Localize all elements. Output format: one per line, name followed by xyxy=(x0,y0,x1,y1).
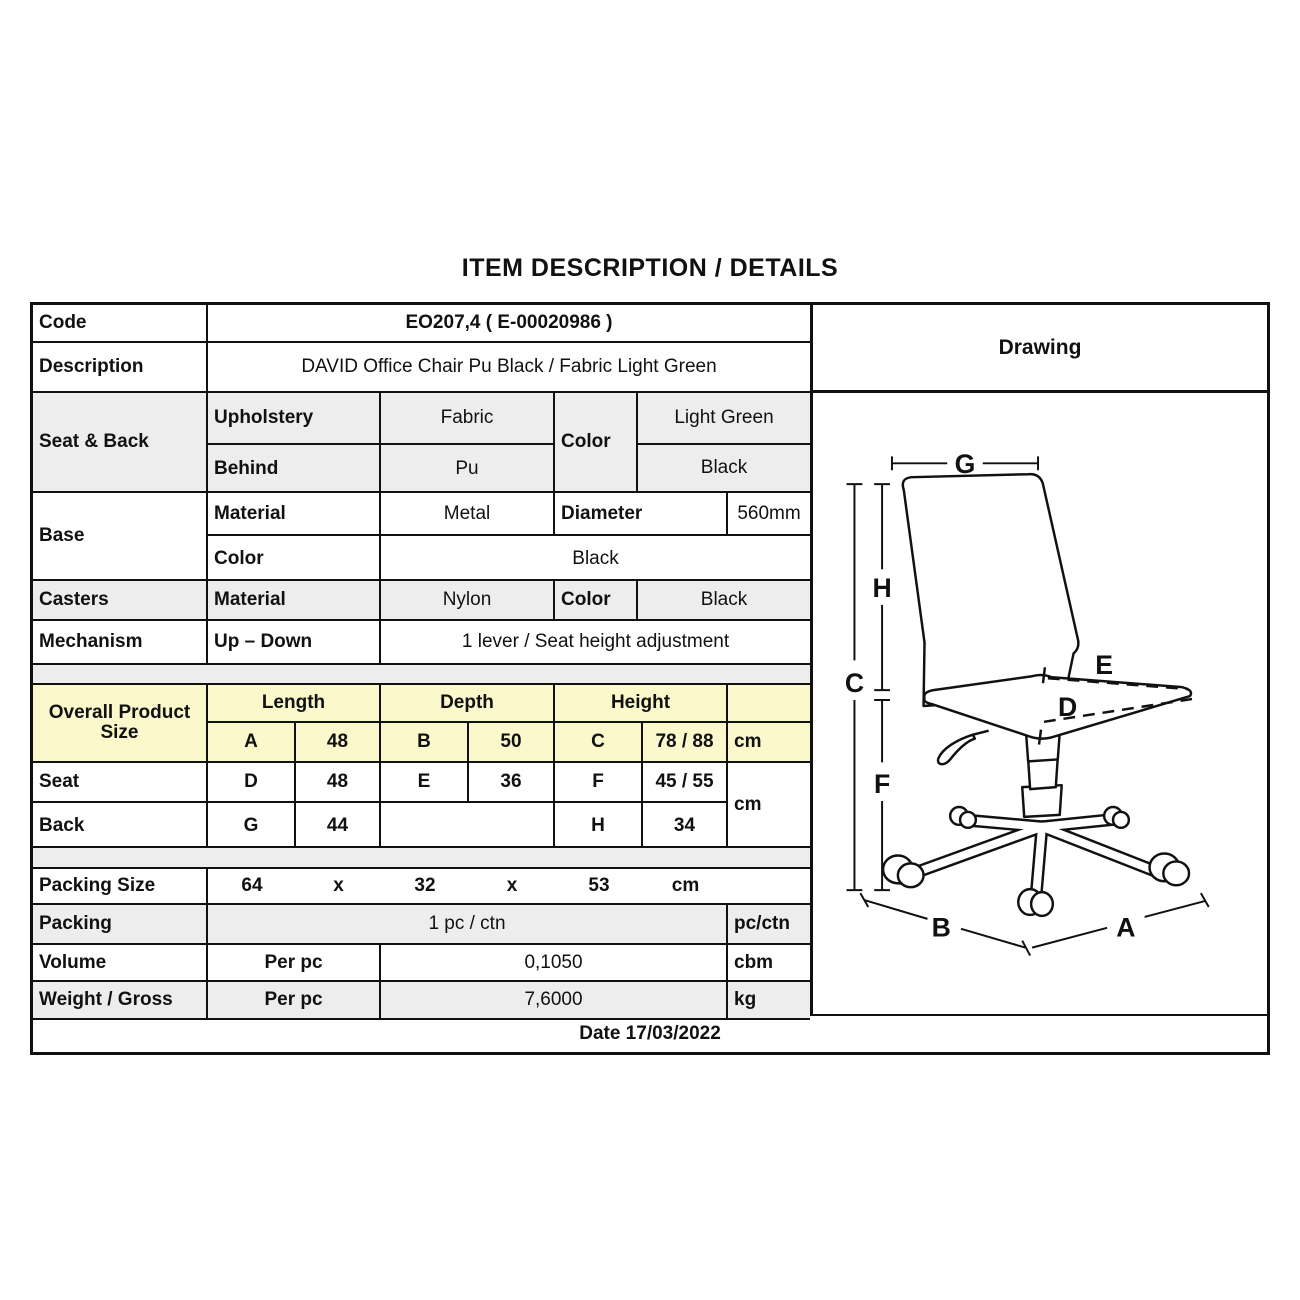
mechanism-row xyxy=(33,621,810,665)
spec-table xyxy=(30,302,1270,1055)
volume-row xyxy=(33,945,810,982)
upholstery-label: Upholstery xyxy=(208,393,381,443)
caster-left-inner xyxy=(898,863,924,887)
volume-unit: cbm xyxy=(734,951,774,973)
description-label: Description xyxy=(33,343,208,391)
packing-row xyxy=(33,905,810,945)
caster-right-inner xyxy=(1163,861,1189,885)
seat-back-color-label: Color xyxy=(555,393,638,491)
overall-unit: cm xyxy=(734,731,762,753)
volume-label: Volume xyxy=(33,945,208,980)
casters-label: Casters xyxy=(33,581,208,619)
mechanism-value: 1 lever / Seat height adjustment xyxy=(461,631,730,653)
overall-size-label xyxy=(33,685,208,761)
weight-value: 7,6000 xyxy=(381,982,728,1018)
dim-b-value: 50 xyxy=(469,723,555,761)
seat-back-section xyxy=(33,393,810,493)
packing-size-d2: 32 xyxy=(414,875,436,897)
caster-back-left-inner xyxy=(960,812,976,828)
depth-header: Depth xyxy=(381,685,555,721)
packing-size-d1: 64 xyxy=(241,875,263,897)
seat-back-color-1: Light Green xyxy=(638,393,810,445)
back-size-label: Back xyxy=(33,803,208,848)
casters-material-label: Material xyxy=(208,581,381,619)
mechanism-type: Up – Down xyxy=(208,621,381,663)
overall-size-grid xyxy=(208,685,810,761)
dim-f-value: 45 / 55 xyxy=(643,763,728,801)
dim-a-key: A xyxy=(208,723,296,761)
code-value: EO207,4 ( E-00020986 ) xyxy=(405,312,613,334)
dim-b-key: B xyxy=(381,723,469,761)
chair-shapes xyxy=(883,474,1191,916)
dim-e-value: 36 xyxy=(469,763,555,801)
base-material-value: Metal xyxy=(381,493,555,534)
casters-row xyxy=(33,581,810,621)
seat-back-size-grid xyxy=(33,763,728,846)
packing-size-x1: x xyxy=(333,875,344,897)
overall-size-section xyxy=(33,685,810,763)
base-diameter-label: Diameter xyxy=(555,493,728,534)
overall-size-label-line1: Overall Product xyxy=(48,702,191,724)
base-material-label: Material xyxy=(208,493,381,534)
chair-gas-lift xyxy=(1022,733,1061,817)
date-row xyxy=(33,1016,1267,1052)
drawing-header: Drawing xyxy=(813,305,1267,393)
height-header: Height xyxy=(555,685,728,721)
dim-label-f: F xyxy=(873,769,891,800)
seat-back-unit: cm xyxy=(734,793,762,815)
packing-size-d3: 53 xyxy=(588,875,610,897)
drawing-panel xyxy=(810,305,1267,1016)
code-row xyxy=(33,305,810,343)
upholstery-value: Fabric xyxy=(381,393,555,443)
caster-back-right-inner xyxy=(1113,812,1129,828)
dim-c-value: 78 / 88 xyxy=(643,723,728,761)
back-size-empty xyxy=(381,803,555,848)
volume-per: Per pc xyxy=(208,945,381,980)
chair-backrest xyxy=(903,474,1079,706)
weight-unit: kg xyxy=(734,989,757,1011)
packing-size-values xyxy=(208,869,810,903)
seat-size-label: Seat xyxy=(33,763,208,801)
overall-size-label-line2: Size xyxy=(100,722,139,743)
behind-label: Behind xyxy=(208,445,381,493)
section-spacer-2 xyxy=(33,848,810,869)
dim-d-key: D xyxy=(208,763,296,801)
base-diameter-value: 560mm xyxy=(737,502,801,524)
weight-per: Per pc xyxy=(208,982,381,1018)
casters-material-value: Nylon xyxy=(381,581,555,619)
casters-color-label: Color xyxy=(555,581,638,619)
dim-label-b: B xyxy=(931,912,951,943)
packing-value: 1 pc / ctn xyxy=(208,905,728,943)
dim-label-a: A xyxy=(1116,912,1136,943)
seat-back-color-2: Black xyxy=(700,457,748,479)
weight-row xyxy=(33,982,810,1020)
dim-d-value: 48 xyxy=(296,763,381,801)
length-header: Length xyxy=(208,685,381,721)
behind-value: Pu xyxy=(381,445,555,493)
seat-back-attrs xyxy=(208,393,555,491)
dim-a-value: 48 xyxy=(296,723,381,761)
dim-e-key: E xyxy=(381,763,469,801)
dim-h-key: H xyxy=(555,803,643,848)
chair-lever xyxy=(938,731,989,764)
description-value: DAVID Office Chair Pu Black / Fabric Light Green xyxy=(301,356,717,378)
packing-label: Packing xyxy=(33,905,208,943)
dim-h-value: 34 xyxy=(643,803,728,848)
seat-back-colors xyxy=(638,393,810,491)
chair-drawing xyxy=(813,393,1267,1010)
dim-c-key: C xyxy=(555,723,643,761)
dim-g-value: 44 xyxy=(296,803,381,848)
casters-color-value: Black xyxy=(700,589,748,611)
dim-label-d: D xyxy=(1058,691,1078,722)
dim-g-key: G xyxy=(208,803,296,848)
packing-unit: pc/ctn xyxy=(734,913,790,935)
volume-value: 0,1050 xyxy=(381,945,728,980)
packing-size-unit: cm xyxy=(671,875,700,897)
caster-front-inner xyxy=(1031,892,1053,916)
section-spacer-1 xyxy=(33,665,810,685)
base-label: Base xyxy=(33,493,208,579)
spec-table-left xyxy=(33,305,810,1020)
mechanism-label: Mechanism xyxy=(33,621,208,663)
packing-size-x2: x xyxy=(506,875,518,897)
dim-f-key: F xyxy=(555,763,643,801)
base-rows xyxy=(208,493,810,579)
description-row xyxy=(33,343,810,393)
dim-label-e: E xyxy=(1095,650,1114,681)
overall-header-empty xyxy=(728,685,810,721)
base-section xyxy=(33,493,810,581)
weight-label: Weight / Gross xyxy=(33,982,208,1018)
dim-label-g: G xyxy=(954,449,976,480)
seat-back-label: Seat & Back xyxy=(33,393,208,491)
dim-label-c: C xyxy=(844,668,865,699)
page-title: ITEM DESCRIPTION / DETAILS xyxy=(461,254,839,282)
base-color-value: Black xyxy=(572,547,619,569)
packing-size-row xyxy=(33,869,810,905)
code-label: Code xyxy=(33,305,208,341)
date-value: Date 17/03/2022 xyxy=(579,1023,721,1044)
base-color-label: Color xyxy=(208,536,381,581)
dim-label-h: H xyxy=(872,572,892,604)
packing-size-label: Packing Size xyxy=(33,869,208,903)
seat-back-size-section xyxy=(33,763,810,848)
